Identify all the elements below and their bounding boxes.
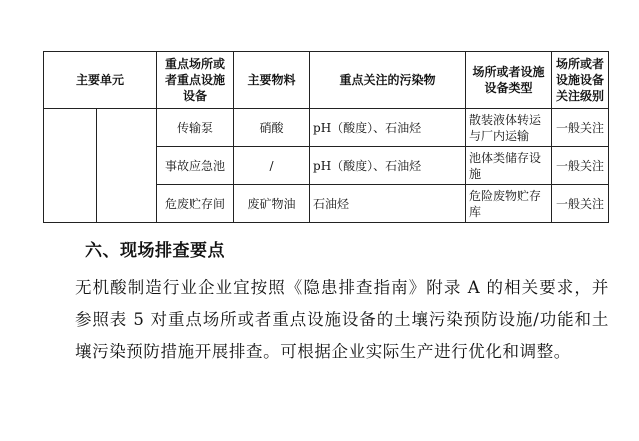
- type-cell: 危险废物贮存 库: [466, 185, 552, 223]
- type-cell: 散装液体转运 与厂内运输: [466, 109, 552, 147]
- table-row: [44, 109, 609, 147]
- material-cell: /: [234, 147, 310, 185]
- type-cell: 池体类储存设 施: [466, 147, 552, 185]
- pollutant-cell: pH（酸度）、石油烃: [310, 147, 466, 185]
- header-main-material: 主要物料: [234, 52, 310, 109]
- facility-cell: 事故应急池: [157, 147, 234, 185]
- table-header-row: [44, 52, 609, 109]
- section-heading: 六、现场排查要点: [85, 241, 225, 261]
- main-unit-cell-b: [97, 109, 157, 223]
- header-key-facility: 重点场所或 者重点设施 设备: [157, 52, 234, 109]
- pollution-focus-table: [43, 51, 609, 223]
- header-facility-type: 场所或者设施 设备类型: [466, 52, 552, 109]
- header-attention-level: 场所或者 设施设备 关注级别: [552, 52, 609, 109]
- material-cell: 废矿物油: [234, 185, 310, 223]
- main-unit-cell-a: [44, 109, 97, 223]
- facility-cell: 危废贮存间: [157, 185, 234, 223]
- level-cell: 一般关注: [552, 185, 609, 223]
- pollutant-cell: pH（酸度）、石油烃: [310, 109, 466, 147]
- facility-cell: 传输泵: [157, 109, 234, 147]
- level-cell: 一般关注: [552, 109, 609, 147]
- section-paragraph: 无机酸制造行业企业宜按照《隐患排查指南》附录 A 的相关要求，并参照表 5 对重点场所或者重点设施设备的土壤污染预防设施/功能和土壤污染预防措施开展排查。可根据企业实际生产进行优化和调整。: [75, 278, 609, 361]
- pollutant-cell: 石油烃: [310, 185, 466, 223]
- header-main-unit: 主要单元: [44, 52, 157, 109]
- level-cell: 一般关注: [552, 147, 609, 185]
- material-cell: 硝酸: [234, 109, 310, 147]
- header-pollutant: 重点关注的污染物: [310, 52, 466, 109]
